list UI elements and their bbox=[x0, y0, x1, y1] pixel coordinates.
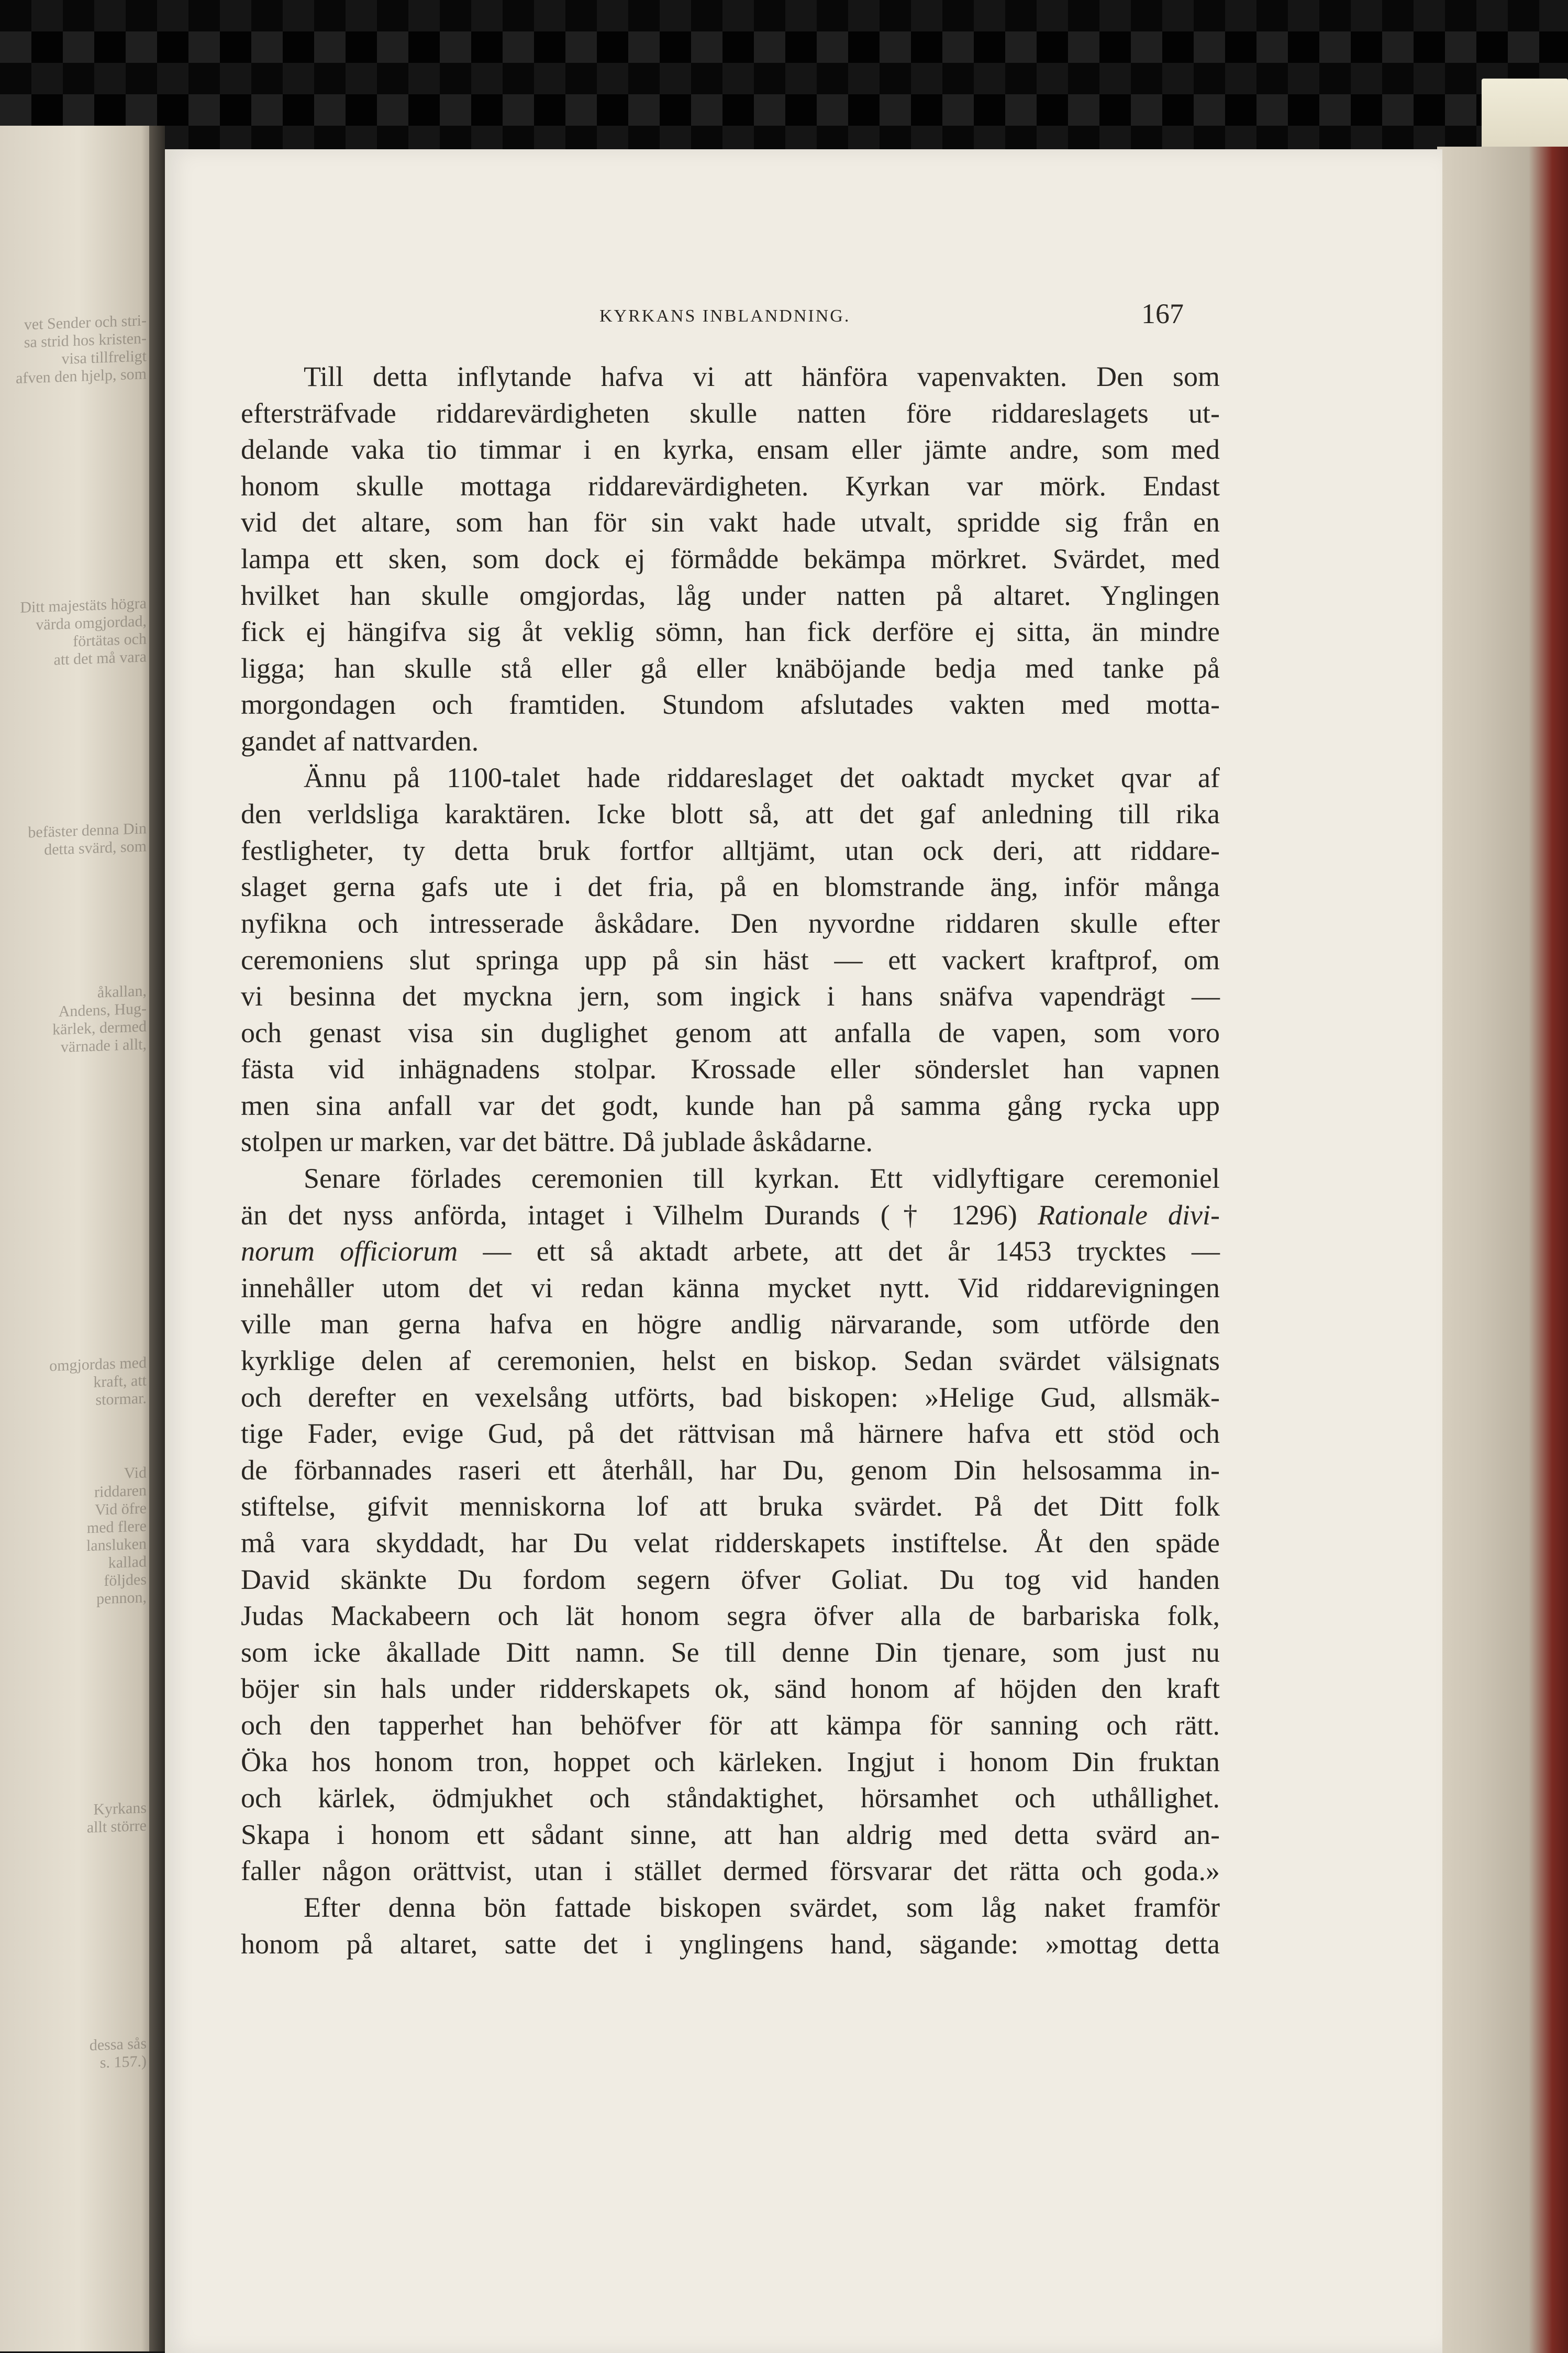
text-line: Öka hos honom tron, hoppet och kärleken. Ingjut i honom Din fruktan bbox=[241, 1746, 1220, 1777]
facing-page-fragment: befäster denna Din detta svärd, som bbox=[28, 820, 147, 859]
text-line: Efter denna bön fattade biskopen svärdet, som låg naket framför bbox=[304, 1891, 1220, 1923]
text-line: kyrklige delen af ceremonien, helst en biskop. Sedan svärdet välsignats bbox=[241, 1345, 1220, 1377]
text-line: än det nyss anförda, intaget i Vilhelm Durands († 1296) Rationale divi- bbox=[241, 1199, 1220, 1231]
text-line: innehåller utom det vi redan känna mycket nytt. Vid riddarevigningen bbox=[241, 1272, 1220, 1303]
text-line: fick ej hängifva sig åt veklig sömn, han fick derföre ej sitta, än mindre bbox=[241, 616, 1220, 648]
facing-page-fragment: dessa sås s. 157.) bbox=[89, 2035, 147, 2072]
text-line: norum officiorum — ett så aktadt arbete, att det år 1453 trycktes — bbox=[241, 1235, 1220, 1267]
text-line: gandet af nattvarden. bbox=[241, 725, 479, 757]
text-line: nyfikna och intresserade åskådare. Den nyvordne riddaren skulle efter bbox=[241, 907, 1220, 939]
text-line: ville man gerna hafva en högre andlig närvarande, som utförde den bbox=[241, 1308, 1220, 1340]
text-line: tige Fader, evige Gud, på det rättvisan må härnere hafva ett stöd och bbox=[241, 1418, 1220, 1450]
body-text bbox=[241, 359, 1220, 1962]
facing-page-fragment: åkallan, Andens, Hug- kärlek, dermed värnade i allt, bbox=[52, 982, 147, 1056]
text-line: vi besinna det myckna jern, som ingick i hans snäfva vapendrägt — bbox=[241, 980, 1220, 1012]
text-line: Till detta inflytande hafva vi att hänföra vapenvakten. Den som bbox=[304, 361, 1220, 392]
text-line: Senare förlades ceremonien till kyrkan. Ett vidlyftigare ceremoniel bbox=[304, 1163, 1220, 1195]
text-line: slaget gerna gafs ute i det fria, på en blomstrande äng, inför många bbox=[241, 871, 1220, 903]
text-line: och kärlek, ödmjukhet och ståndaktighet, hörsamhet och uthållighet. bbox=[241, 1782, 1220, 1814]
text-line: och den tapperhet han behöfver för att kämpa för sanning och rätt. bbox=[241, 1709, 1220, 1741]
text-line: fästa vid inhägnadens stolpar. Krossade eller sönderslet han vapnen bbox=[241, 1053, 1220, 1085]
text-line: honom på altaret, satte det i ynglingens hand, sägande: »mottag detta bbox=[241, 1928, 1220, 1960]
facing-page-fragment: vet Sender och stri- sa strid hos kristen- visa tillfreligt afven den hjelp, som bbox=[16, 312, 147, 388]
text-line: festligheter, ty detta bruk fortfor alltjämt, utan ock deri, att riddare- bbox=[241, 834, 1220, 866]
facing-page-left bbox=[0, 126, 157, 2351]
text-line: Skapa i honom ett sådant sinne, att han aldrig med detta svärd an- bbox=[241, 1818, 1220, 1850]
text-line: Judas Mackabeern och lät honom segra öfver alla de barbariska folk, bbox=[241, 1600, 1220, 1632]
text-line: böjer sin hals under ridderskapets ok, sänd honom af höjden den kraft bbox=[241, 1673, 1220, 1705]
text-line: Ännu på 1100-talet hade riddareslaget det oaktadt mycket qvar af bbox=[304, 761, 1220, 793]
text-line: ceremoniens slut springa upp på sin häst — ett vackert kraftprof, om bbox=[241, 944, 1220, 976]
text-line: eftersträfvade riddarevärdigheten skulle natten före riddareslagets ut- bbox=[241, 397, 1220, 429]
text-line: vid det altare, som han för sin vakt hade utvalt, spridde sig från en bbox=[241, 506, 1220, 538]
text-line: men sina anfall var det godt, kunde han på samma gång rycka upp bbox=[241, 1089, 1220, 1121]
text-line: ligga; han skulle stå eller gå eller knäböjande bedja med tanke på bbox=[241, 652, 1220, 684]
facing-page-fragment: Vid riddaren Vid öfre med flere lansluken kallad följdes pennon, bbox=[86, 1464, 147, 1608]
text-line: må vara skyddadt, har Du velat ridderskapets instiftelse. Åt den späde bbox=[241, 1527, 1220, 1559]
text-line: som icke åkallade Ditt namn. Se till denne Din tjenare, som just nu bbox=[241, 1636, 1220, 1668]
text-line: den verldsliga karaktären. Icke blott så, att det gaf anledning till rika bbox=[241, 798, 1220, 830]
text-line: lampa ett sken, som dock ej förmådde bekämpa mörkret. Svärdet, med bbox=[241, 543, 1220, 575]
text-line: hvilket han skulle omgjordas, låg under natten på altaret. Ynglingen bbox=[241, 579, 1220, 611]
text-line: och genast visa sin duglighet genom att anfalla de vapen, som voro bbox=[241, 1017, 1220, 1048]
facing-page-fragment: omgjordas med kraft, att stormar. bbox=[49, 1354, 147, 1409]
running-head: KYRKANS INBLANDNING. bbox=[599, 306, 851, 326]
scanner-top-edge bbox=[0, 0, 1568, 157]
facing-page-fragment: Kyrkans allt större bbox=[86, 1799, 147, 1837]
text-line: honom skulle mottaga riddarevärdigheten. Kyrkan var mörk. Endast bbox=[241, 470, 1220, 502]
text-line: stolpen ur marken, var det bättre. Då jublade åskådarne. bbox=[241, 1126, 873, 1158]
page-number: 167 bbox=[1141, 298, 1184, 329]
text-line: delande vaka tio timmar i en kyrka, ensam eller jämte andre, som med bbox=[241, 434, 1220, 466]
book-gutter bbox=[149, 126, 165, 2351]
text-line: de förbannades raseri ett återhåll, har Du, genom Din helsosamma in- bbox=[241, 1454, 1220, 1486]
text-line: stiftelse, gifvit menniskorna lof att bruka svärdet. På det Ditt folk bbox=[241, 1490, 1220, 1522]
text-line: morgondagen och framtiden. Stundom afslutades vakten med motta- bbox=[241, 689, 1220, 721]
text-line: faller någon orättvist, utan i stället dermed försvarar det rätta och goda.» bbox=[241, 1855, 1220, 1887]
text-line: David skänkte Du fordom segern öfver Goliat. Du tog vid handen bbox=[241, 1563, 1220, 1595]
facing-page-fragment: Ditt majestäts högra värda omgjordad, förtätas och att det må vara bbox=[20, 594, 147, 669]
book-page-edges bbox=[1437, 147, 1568, 2353]
text-line: och derefter en vexelsång utförts, bad biskopen: »Helige Gud, allsmäk- bbox=[241, 1381, 1220, 1413]
